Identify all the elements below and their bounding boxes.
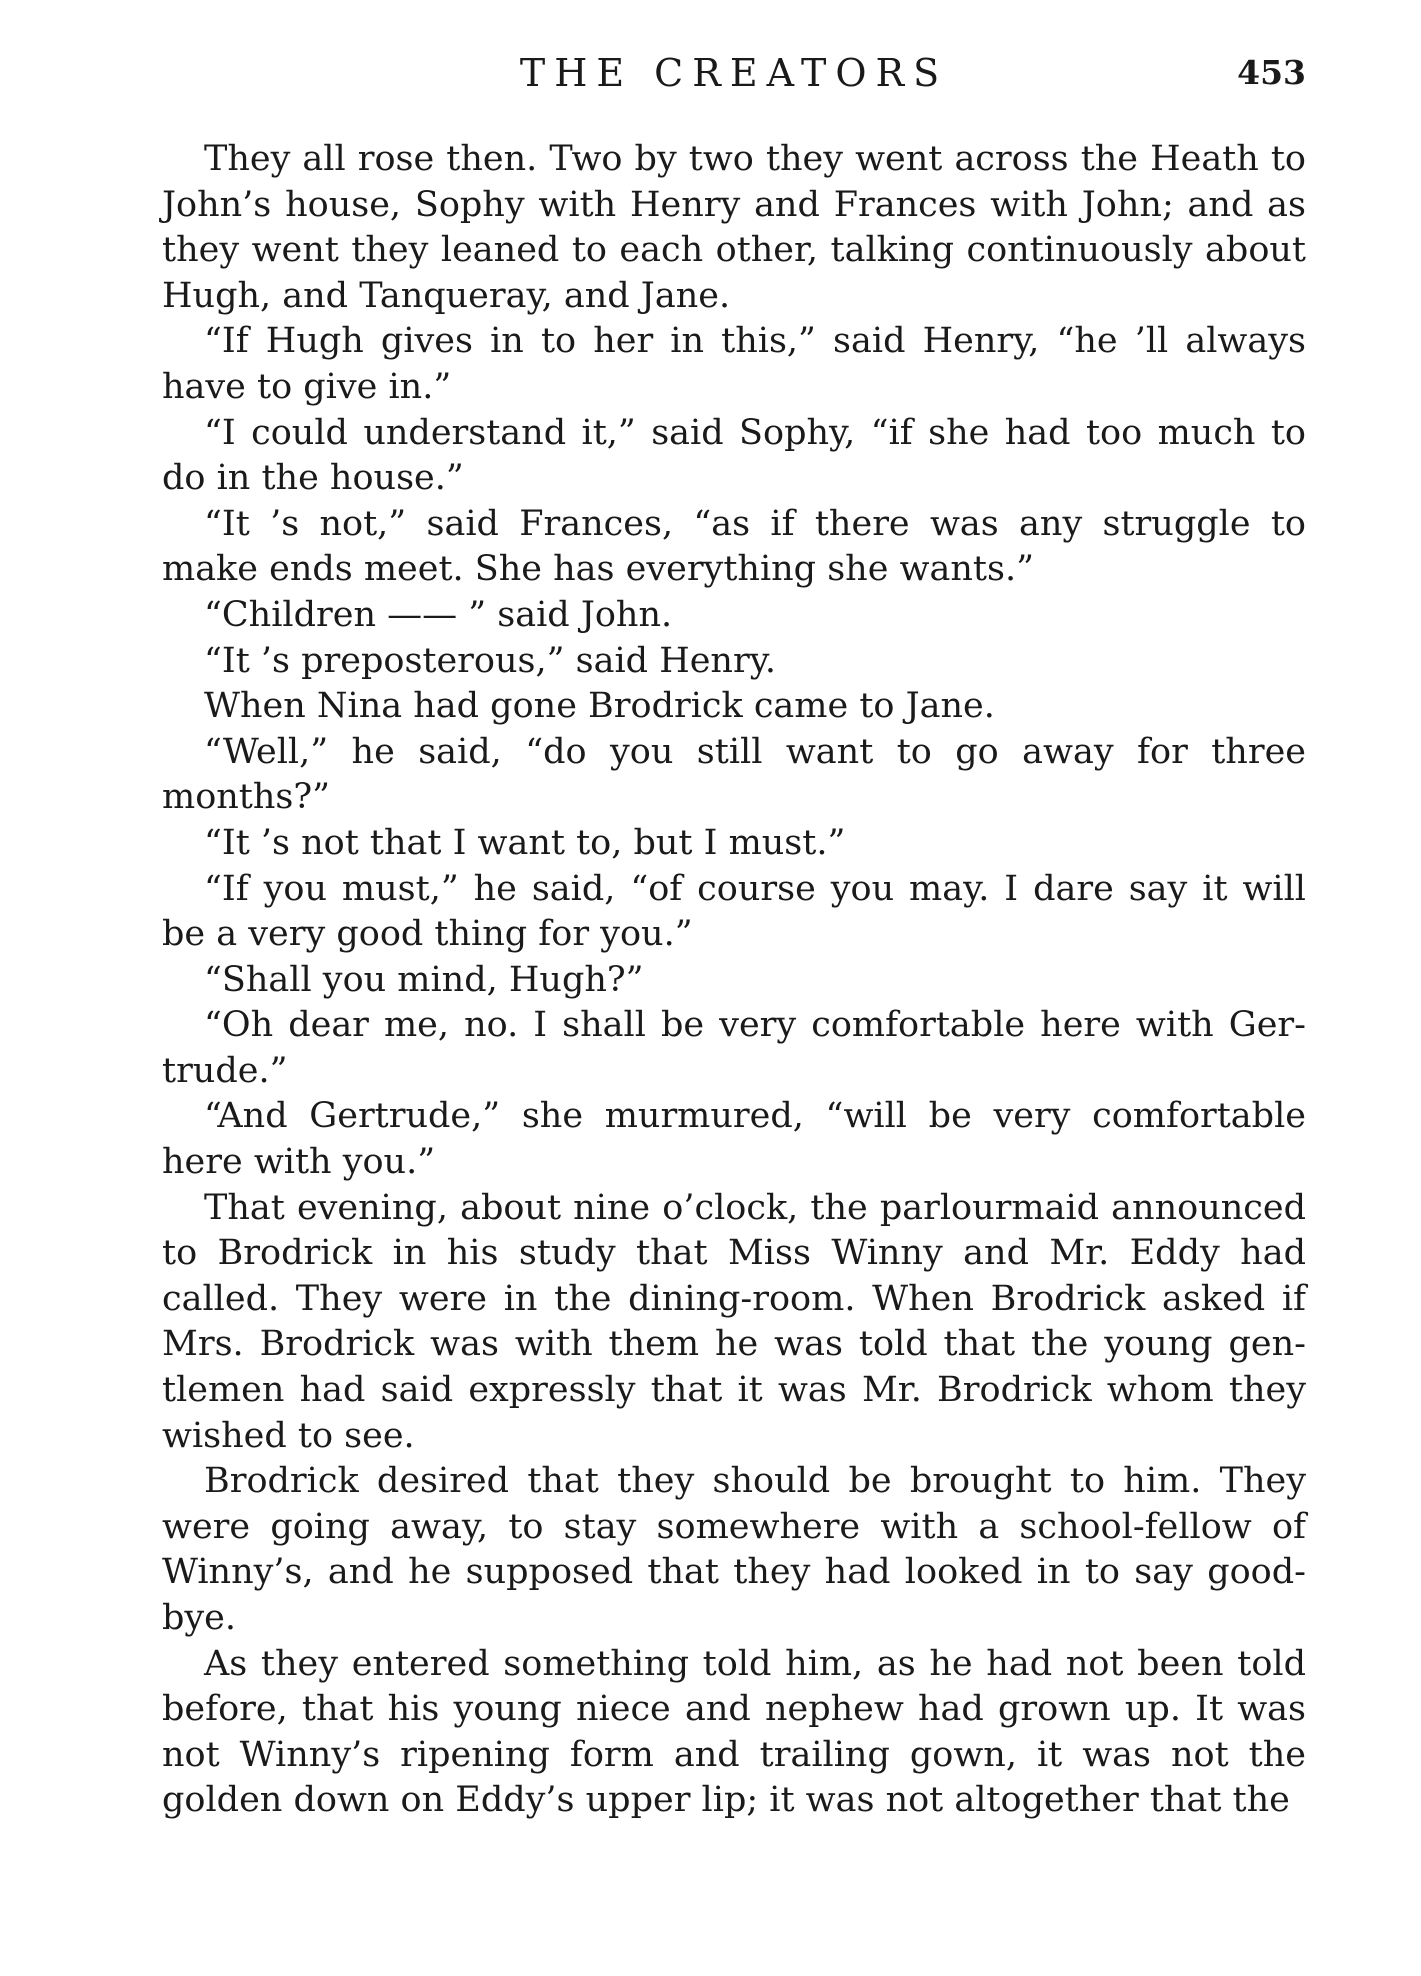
paragraph: “Oh dear me, no. I shall be very comfortable here with Gertrude.”: [162, 1005, 1306, 1091]
paragraph: “Children —— ” said John.: [204, 594, 673, 635]
running-title: THE CREATORS: [519, 51, 949, 95]
paragraph: “It ’s not that I want to, but I must.”: [204, 822, 846, 863]
paragraph: “If you must,” he said, “of course you may. I dare say it will be a very good thing for you.”: [162, 868, 1306, 955]
page-header: [162, 48, 1306, 98]
paragraph: “It ’s preposterous,” said Henry.: [204, 640, 776, 681]
paragraph: They all rose then. Two by two they went across the Heath to John’s house, Sophy with Henry and Frances with John; and as they went they leaned to each other, talking continuously about Hugh, and Tanqueray, and Jane.: [162, 139, 1306, 316]
body-text: [162, 137, 1306, 1824]
paragraph: “Well,” he said, “do you still want to go away for three months?”: [162, 731, 1306, 818]
page-number: 453: [1237, 53, 1306, 92]
paragraph: That evening, about nine o’clock, the parlourmaid announced to Brodrick in his study that Miss Winny and Mr. Eddy had called. They were in the dining-room. When Brodrick asked if Mrs. Brodrick was with them he was told that the young gentlemen had said expressly that it was Mr. Brodrick whom they wished to see.: [162, 1187, 1306, 1456]
paragraph: “I could understand it,” said Sophy, “if she had too much to do in the house.”: [162, 412, 1306, 499]
paragraph: “And Gertrude,” she murmured, “will be very comfortable here with you.”: [162, 1096, 1306, 1183]
paragraph: As they entered something told him, as he had not been told before, that his young niece and nephew had grown up. It was not Winny’s ripening form and trailing gown, it was not the golden down on Eddy’s upper lip; it was not altogether that the: [162, 1643, 1306, 1821]
paragraph: When Nina had gone Brodrick came to Jane.: [204, 686, 995, 727]
paragraph: Brodrick desired that they should be brought to him. They were going away, to stay somewhere with a school-fellow of Winny’s, and he supposed that they had looked in to say goodbye.: [162, 1461, 1306, 1638]
paragraph: “Shall you mind, Hugh?”: [204, 959, 644, 1000]
paragraph: “It ’s not,” said Frances, “as if there was any struggle to make ends meet. She has everything she wants.”: [162, 503, 1306, 590]
paragraph: “If Hugh gives in to her in this,” said Henry, “he ’ll always have to give in.”: [162, 321, 1306, 407]
